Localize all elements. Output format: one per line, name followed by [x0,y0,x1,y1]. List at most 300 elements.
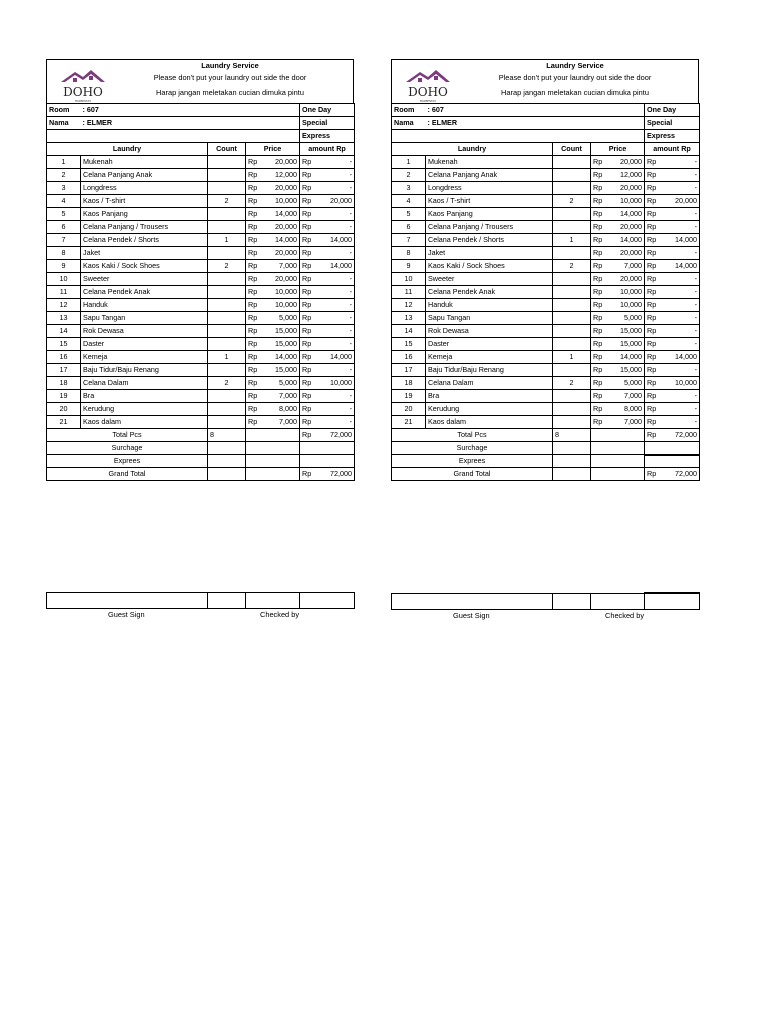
item-amount: - [659,273,700,286]
table-row [47,273,355,286]
amount-currency: Rp [300,234,314,247]
doho-logo-icon [55,64,111,104]
table-row [47,351,355,364]
item-amount: - [314,416,355,429]
item-name: Kemeja [81,351,208,364]
price-currency: Rp [591,312,605,325]
express-price [591,455,645,468]
item-count [553,247,591,260]
amount-currency: Rp [300,221,314,234]
item-number: 7 [392,234,426,247]
table-row [47,208,355,221]
table-row [47,299,355,312]
item-price: 15,000 [605,364,645,377]
price-currency: Rp [246,273,260,286]
item-price: 7,000 [605,416,645,429]
sign-row [46,592,355,609]
express-label: Express [300,130,355,143]
logo-subtext: HOMESTAY [419,99,437,103]
one-day-label: One Day [645,104,700,117]
express-fee-label: Exprees [392,455,553,468]
item-amount: - [314,403,355,416]
item-price: 10,000 [605,195,645,208]
item-count: 2 [208,195,246,208]
item-price: 14,000 [260,234,300,247]
item-price: 20,000 [260,247,300,260]
guest-sign-cell[interactable] [47,593,208,609]
name-label: Nama [47,117,81,130]
amount-currency: Rp [300,195,314,208]
item-price: 20,000 [260,156,300,169]
item-count [553,364,591,377]
price-currency: Rp [246,221,260,234]
amount-currency: Rp [300,156,314,169]
item-name: Kaos Kaki / Sock Shoes [81,260,208,273]
item-price: 20,000 [605,221,645,234]
price-currency: Rp [591,156,605,169]
item-name: Longdress [426,182,553,195]
amount-currency: Rp [645,195,659,208]
amount-currency: Rp [300,377,314,390]
item-number: 7 [47,234,81,247]
item-name: Kaos / T-shirt [426,195,553,208]
notice-indonesian: Harap jangan meletakan cucian dimuka pintu [156,88,304,97]
blank-cell [591,429,645,442]
item-count: 1 [208,351,246,364]
table-row [392,403,700,416]
amount-currency: Rp [300,260,314,273]
item-amount: 14,000 [314,260,355,273]
amount-currency: Rp [645,273,659,286]
item-count [208,416,246,429]
item-name: Rok Dewasa [426,325,553,338]
table-row [392,169,700,182]
price-currency: Rp [591,195,605,208]
logo-text: DOHO [63,85,103,99]
amount-currency: Rp [300,299,314,312]
amount-currency: Rp [645,364,659,377]
item-amount: - [659,416,700,429]
checked-by-cell[interactable] [300,593,355,609]
item-name: Celana Panjang Anak [81,169,208,182]
item-name: Kaos Panjang [426,208,553,221]
item-price: 20,000 [605,273,645,286]
item-price: 15,000 [260,338,300,351]
item-number: 19 [392,390,426,403]
item-amount: - [659,403,700,416]
table-row [392,390,700,403]
item-name: Jaket [81,247,208,260]
price-currency: Rp [591,234,605,247]
laundry-column-header: Laundry [392,143,553,156]
price-currency: Rp [246,247,260,260]
item-amount: - [659,221,700,234]
item-number: 8 [392,247,426,260]
table-row [47,234,355,247]
item-number: 18 [47,377,81,390]
item-number: 17 [392,364,426,377]
item-amount: - [659,299,700,312]
item-count [553,312,591,325]
item-count [208,182,246,195]
checked-by-cell[interactable] [645,593,700,610]
item-count [208,247,246,260]
item-amount: 14,000 [659,260,700,273]
item-name: Kaos dalam [81,416,208,429]
express-label: Express [645,130,700,143]
item-price: 12,000 [605,169,645,182]
name-label: Nama [392,117,426,130]
amount-currency: Rp [300,364,314,377]
table-row [47,390,355,403]
grand-total-label: Grand Total [392,468,553,481]
item-number: 1 [47,156,81,169]
amount-column-header: amount Rp [645,143,700,156]
item-number: 13 [392,312,426,325]
item-name: Daster [426,338,553,351]
item-name: Celana Pendek Anak [81,286,208,299]
amount-currency: Rp [645,221,659,234]
item-number: 9 [392,260,426,273]
item-price: 5,000 [605,377,645,390]
room-label: Room [392,104,426,117]
table-row [392,182,700,195]
item-count: 1 [553,351,591,364]
table-row [392,221,700,234]
item-price: 20,000 [260,273,300,286]
grand-currency: Rp [645,468,659,481]
table-row [392,195,700,208]
item-price: 14,000 [605,351,645,364]
item-amount: 20,000 [659,195,700,208]
item-count: 2 [553,377,591,390]
table-row [392,416,700,429]
table-row [47,156,355,169]
item-count [208,325,246,338]
express-count [553,455,591,468]
doho-logo-icon [400,64,456,104]
price-currency: Rp [246,377,260,390]
room-label: Room [47,104,81,117]
item-number: 16 [392,351,426,364]
item-amount: - [659,208,700,221]
item-number: 11 [392,286,426,299]
table-row [392,377,700,390]
grand-count [553,468,591,481]
price-currency: Rp [246,260,260,273]
price-currency: Rp [246,286,260,299]
item-number: 1 [392,156,426,169]
table-row [47,260,355,273]
item-price: 7,000 [260,260,300,273]
item-price: 8,000 [260,403,300,416]
item-count [553,208,591,221]
amount-currency: Rp [300,390,314,403]
blank-cell [392,130,645,143]
item-count [208,403,246,416]
item-name: Kaos Kaki / Sock Shoes [426,260,553,273]
item-name: Baju Tidur/Baju Renang [81,364,208,377]
item-amount: - [659,390,700,403]
item-price: 15,000 [260,364,300,377]
surcharge-price [246,442,300,455]
amount-currency: Rp [645,299,659,312]
amount-currency: Rp [645,234,659,247]
guest-sign-label: Guest Sign [453,611,490,620]
item-price: 20,000 [605,182,645,195]
table-row [47,377,355,390]
price-currency: Rp [246,234,260,247]
amount-currency: Rp [645,325,659,338]
item-count [208,338,246,351]
item-count [208,208,246,221]
table-row [392,260,700,273]
price-currency: Rp [591,364,605,377]
amount-currency: Rp [300,273,314,286]
blank-cell [47,130,300,143]
express-fee-label: Exprees [47,455,208,468]
item-amount: - [314,182,355,195]
item-name: Daster [81,338,208,351]
item-price: 14,000 [605,234,645,247]
item-number: 6 [392,221,426,234]
guest-sign-cell[interactable] [392,593,553,610]
item-number: 16 [47,351,81,364]
form-title: Laundry Service [201,61,259,70]
amount-currency: Rp [300,312,314,325]
table-row [47,325,355,338]
item-price: 10,000 [260,299,300,312]
express-price [246,455,300,468]
item-name: Kaos dalam [426,416,553,429]
item-amount: 14,000 [659,351,700,364]
special-label: Special [645,117,700,130]
item-number: 9 [47,260,81,273]
item-number: 8 [47,247,81,260]
item-count: 2 [208,377,246,390]
item-amount: 20,000 [314,195,355,208]
price-currency: Rp [591,260,605,273]
amount-currency: Rp [645,156,659,169]
item-amount: - [314,299,355,312]
item-count: 1 [208,234,246,247]
item-count [553,325,591,338]
price-currency: Rp [246,390,260,403]
item-amount: - [659,364,700,377]
grand-total-amount: 72,000 [314,468,355,481]
surcharge-amount [645,442,700,455]
table-row [392,286,700,299]
item-amount: - [659,338,700,351]
express-count [208,455,246,468]
sign-area-left [46,592,354,623]
amount-currency: Rp [300,286,314,299]
item-amount: 10,000 [314,377,355,390]
item-name: Celana Pendek / Shorts [426,234,553,247]
item-number: 20 [392,403,426,416]
item-price: 14,000 [260,208,300,221]
item-count [553,221,591,234]
item-price: 10,000 [260,195,300,208]
amount-currency: Rp [300,325,314,338]
item-count [208,221,246,234]
item-number: 3 [47,182,81,195]
sign-cell [553,593,591,610]
guest-name-value: : ELMER [81,117,300,130]
laundry-form-left [46,59,354,481]
item-count: 2 [208,260,246,273]
surcharge-amount [300,442,355,455]
item-count [553,169,591,182]
price-currency: Rp [591,182,605,195]
form-body-right [391,103,699,481]
item-price: 15,000 [260,325,300,338]
price-currency: Rp [246,351,260,364]
item-price: 14,000 [260,351,300,364]
item-count: 2 [553,260,591,273]
price-currency: Rp [246,299,260,312]
table-row [47,182,355,195]
item-amount: - [659,169,700,182]
item-name: Celana Pendek / Shorts [81,234,208,247]
amount-currency: Rp [300,247,314,260]
item-number: 15 [392,338,426,351]
item-count [553,416,591,429]
item-amount: 14,000 [659,234,700,247]
amount-currency: Rp [300,416,314,429]
table-row [392,156,700,169]
price-currency: Rp [591,416,605,429]
amount-column-header: amount Rp [300,143,355,156]
item-number: 4 [392,195,426,208]
price-currency: Rp [591,286,605,299]
amount-currency: Rp [645,390,659,403]
amount-currency: Rp [645,260,659,273]
item-price: 20,000 [605,247,645,260]
item-number: 5 [47,208,81,221]
table-row [47,364,355,377]
form-body-left [46,103,354,481]
item-price: 8,000 [605,403,645,416]
grand-currency: Rp [300,468,314,481]
amount-currency: Rp [300,351,314,364]
item-amount: - [314,390,355,403]
total-currency: Rp [645,429,659,442]
item-count [553,286,591,299]
amount-currency: Rp [645,169,659,182]
item-name: Celana Dalam [81,377,208,390]
express-amount [300,455,355,468]
surcharge-count [553,442,591,455]
item-price: 7,000 [605,390,645,403]
item-amount: - [314,247,355,260]
price-currency: Rp [591,377,605,390]
item-name: Celana Panjang / Trousers [81,221,208,234]
table-row [47,286,355,299]
table-row [392,312,700,325]
price-currency: Rp [591,247,605,260]
item-name: Celana Panjang Anak [426,169,553,182]
item-amount: 14,000 [314,351,355,364]
item-number: 5 [392,208,426,221]
item-price: 20,000 [260,221,300,234]
item-price: 7,000 [260,416,300,429]
price-currency: Rp [246,416,260,429]
item-amount: - [659,182,700,195]
item-number: 14 [392,325,426,338]
item-amount: - [659,312,700,325]
table-row [392,325,700,338]
table-row [47,195,355,208]
laundry-table [391,103,700,481]
table-row [47,221,355,234]
sign-area-right [391,592,699,624]
item-amount: - [314,208,355,221]
item-number: 10 [47,273,81,286]
price-currency: Rp [591,169,605,182]
item-number: 21 [392,416,426,429]
room-value: : 607 [81,104,300,117]
table-row [392,247,700,260]
surcharge-count [208,442,246,455]
price-currency: Rp [591,338,605,351]
table-row [47,403,355,416]
item-amount: 10,000 [659,377,700,390]
table-row [392,208,700,221]
table-row [392,351,700,364]
price-currency: Rp [246,312,260,325]
item-name: Baju Tidur/Baju Renang [426,364,553,377]
item-amount: - [314,156,355,169]
price-currency: Rp [246,325,260,338]
item-count [208,364,246,377]
item-price: 14,000 [605,208,645,221]
price-currency: Rp [591,325,605,338]
table-row [47,169,355,182]
item-count: 2 [553,195,591,208]
item-count [208,312,246,325]
form-header [46,59,354,103]
item-amount: - [659,286,700,299]
table-row [392,299,700,312]
item-amount: - [314,286,355,299]
amount-currency: Rp [300,338,314,351]
item-name: Bra [81,390,208,403]
surcharge-price [591,442,645,455]
price-currency: Rp [246,182,260,195]
laundry-column-header: Laundry [47,143,208,156]
item-name: Kaos Panjang [81,208,208,221]
item-number: 18 [392,377,426,390]
item-number: 4 [47,195,81,208]
amount-currency: Rp [645,403,659,416]
item-number: 15 [47,338,81,351]
table-row [392,338,700,351]
price-currency: Rp [246,169,260,182]
price-currency: Rp [246,208,260,221]
item-number: 2 [392,169,426,182]
item-count [208,390,246,403]
item-name: Kerudung [426,403,553,416]
item-name: Kerudung [81,403,208,416]
item-price: 7,000 [260,390,300,403]
price-currency: Rp [246,403,260,416]
item-name: Sapu Tangan [426,312,553,325]
item-amount: 14,000 [314,234,355,247]
item-price: 20,000 [605,156,645,169]
notice-english: Please don't put your laundry out side the door [498,73,652,82]
checked-by-label: Checked by [605,611,645,620]
